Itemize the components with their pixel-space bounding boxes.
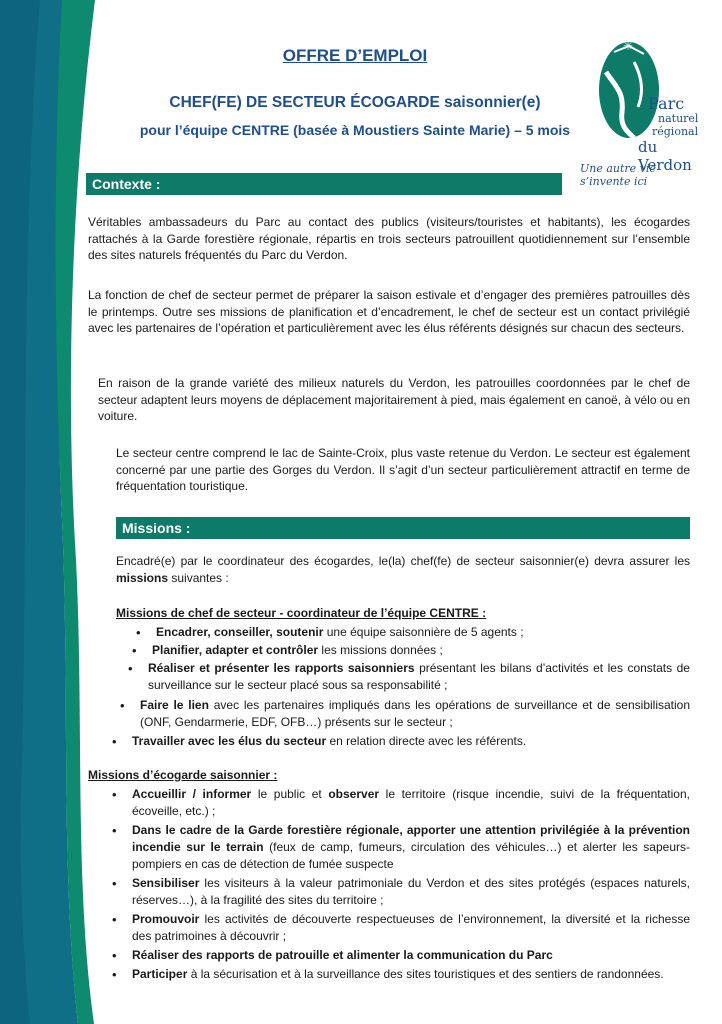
missions-intro-end: suivantes : bbox=[168, 570, 229, 585]
list-item: • Travailler avec les élus du secteur en relation directe avec les référents. bbox=[132, 733, 690, 750]
decorative-wave-band bbox=[0, 0, 110, 1024]
list-item: • Accueillir / informer le public et observer le territoire (risque incendie, suivi de la fréquentation, écoveille, etc.) ; bbox=[132, 786, 690, 820]
contexte-paragraph-2: La fonction de chef de secteur permet de préparer la saison estivale et d’engager des premières patrouilles dès le printemps. Outre ses missions de planification et d’encadrement, le chef de secteur est un contact privilégié avec les partenaires de l’opération et particulièrement avec les élus référents désignés sur chacun des secteurs. bbox=[88, 288, 690, 335]
contexte-paragraph-4: Le secteur centre comprend le lac de Sainte-Croix, plus vaste retenue du Verdon. Le secteur est également concerné par une partie des Gorges du Verdon. Il s’agit d’un secteur particulièrement attractif en terme de fréquentation touristique. bbox=[116, 446, 690, 493]
list-item: • Participer à la sécurisation et à la surveillance des sites touristiques et des sentiers de randonnées. bbox=[132, 966, 690, 983]
logo-naturel: naturel bbox=[658, 112, 699, 125]
logo-tagline: Une autre vie s’invente ici bbox=[580, 162, 656, 188]
ecogarde-missions-title: Missions d’écogarde saisonnier : bbox=[88, 768, 278, 782]
contexte-section-heading: Contexte : bbox=[86, 173, 562, 195]
list-item: • Promouvoir les activités de découverte respectueuses de l’environnement, la diversité et la richesse des patrimoines à découvrir ; bbox=[132, 911, 690, 945]
list-item: • Réaliser et présenter les rapports saisonniers présentant les bilans d’activités et les constats de surveillance sur le secteur placé sous sa responsabilité ; bbox=[148, 660, 690, 694]
missions-intro-bold: missions bbox=[116, 570, 169, 585]
logo-du-verdon: du Verdon bbox=[638, 138, 692, 174]
missions-section-heading: Missions : bbox=[116, 517, 690, 539]
contexte-paragraph-1: Véritables ambassadeurs du Parc au contact des publics (visiteurs/touristes et habitants), les écogardes rattachés à la Garde forestière régionale, répartis en trois secteurs patrouillent quotidiennement sur l’ensemble des sites naturels fréquentés du Parc du Verdon. bbox=[88, 215, 690, 262]
list-item: • Sensibiliser les visiteurs à la valeur patrimoniale du Verdon et des sites protégés (espaces naturels, réserves…), à la fragilité des sites du territoire ; bbox=[132, 875, 690, 909]
job-subtitle: pour l’équipe CENTRE (basée à Moustiers Sainte Marie) – 5 mois bbox=[139, 122, 571, 138]
missions-intro bbox=[116, 553, 690, 586]
list-item: • Planifier, adapter et contrôler les missions données ; bbox=[152, 642, 672, 659]
park-logo bbox=[572, 26, 702, 186]
logo-regional: régional bbox=[652, 125, 699, 138]
list-item: • Faire le lien avec les partenaires impliqués dans les opérations de surveillance et de sensibilisation (ONF, Gendarmerie, EDF, OFB…) présents sur le secteur ; bbox=[140, 697, 690, 731]
chef-missions-title bbox=[116, 606, 486, 620]
chef-missions-title-text: Missions de chef de secteur - coordinateur de l’équipe CENTRE bbox=[116, 606, 479, 620]
list-item: • Dans le cadre de la Garde forestière régionale, apporter une attention privilégiée à la prévention incendie sur le terrain (feux de camp, fumeurs, circulation des véhicules…) et alerter les sapeurs-pompiers en cas de détection de fumée suspecte bbox=[132, 822, 690, 873]
ecogarde-missions-list bbox=[132, 786, 690, 983]
offer-heading: OFFRE D’EMPLOI bbox=[282, 46, 428, 65]
chef-missions-title-colon: : bbox=[478, 606, 487, 620]
list-item: • Réaliser des rapports de patrouille et alimenter la communication du Parc bbox=[132, 947, 690, 964]
missions-intro-text: Encadré(e) par le coordinateur des écogardes, le(la) chef(fe) de secteur saisonnier(e) devra assurer les bbox=[116, 554, 690, 568]
list-item: • Encadrer, conseiller, soutenir une équipe saisonnière de 5 agents ; bbox=[156, 624, 676, 641]
job-title: CHEF(FE) DE SECTEUR ÉCOGARDE saisonnier(e) bbox=[169, 94, 541, 111]
contexte-paragraph-3: En raison de la grande variété des milieux naturels du Verdon, les patrouilles coordonnées par le chef de secteur adaptent leurs moyens de déplacement majoritairement à pied, mais également en canoë, à vélo ou en voiture. bbox=[98, 376, 690, 423]
logo-parc: Parc bbox=[648, 94, 685, 113]
svg-text:✳: ✳ bbox=[623, 39, 634, 53]
